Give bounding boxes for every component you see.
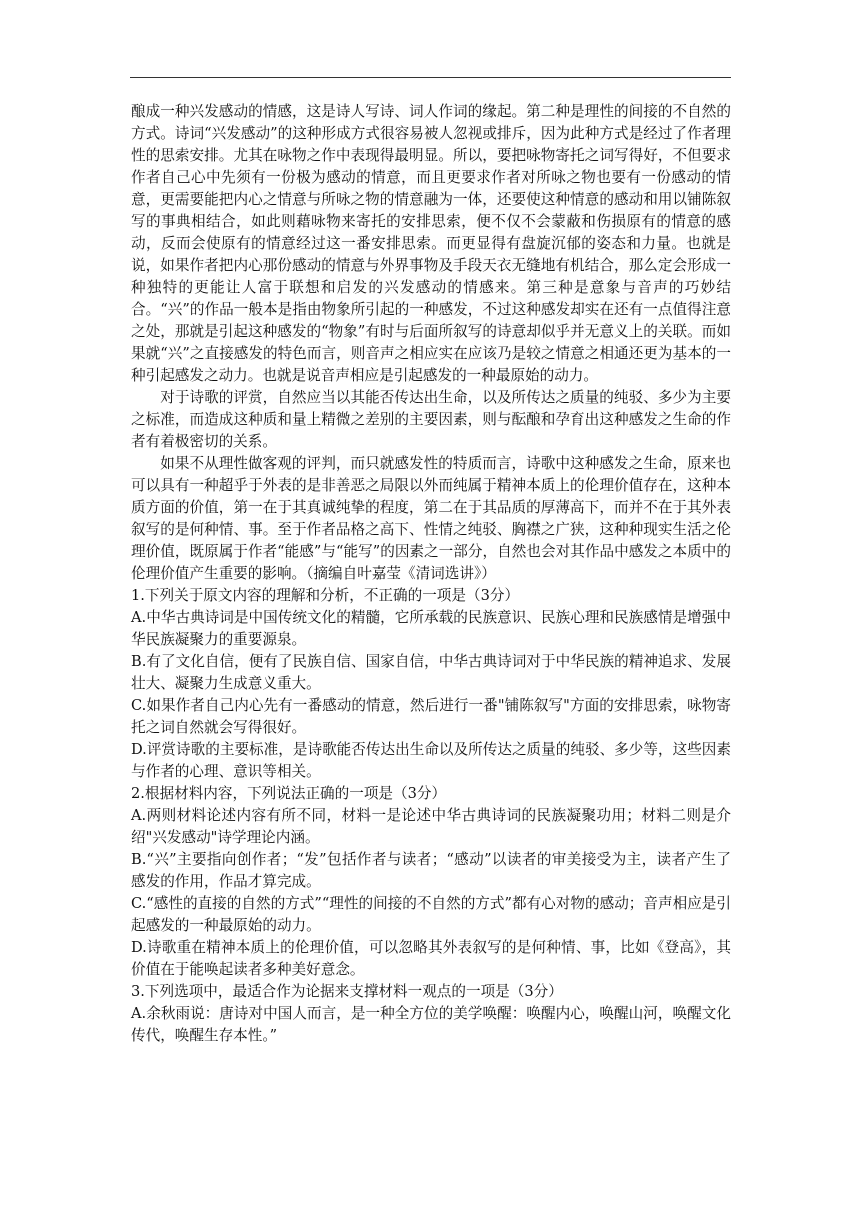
question-1-option-c: C.如果作者自己内心先有一番感动的情意，然后进行一番"铺陈叙写"方面的安排思索，咏物寄托之词自然就会写得很好。 [131,697,731,736]
question-1-option-a: A.中华古典诗词是中国传统文化的精髓，它所承载的民族意识、民族心理和民族感情是增强中华民族凝聚力的重要源泉。 [131,609,731,648]
question-1-stem: 1.下列关于原文内容的理解和分析，不正确的一项是（3分） [131,587,520,604]
header-rule [130,77,731,78]
question-2-option-c: C.“感性的直接的自然的方式”“理性的间接的不自然的方式”都有心对物的感动；音声相应是引起感发的一种最原始的动力。 [131,895,731,934]
question-3-option-a: A.余秋雨说：唐诗对中国人而言，是一种全方位的美学唤醒：唤醒内心，唤醒山河，唤醒文化传代，唤醒生存本性。” [131,1005,731,1044]
question-2-stem: 2.根据材料内容，下列说法正确的一项是（3分） [131,785,447,802]
question-2-option-d: D.诗歌重在精神本质上的伦理价值，可以忽略其外表叙写的是何种情、事，比如《登高》，其价值在于能唤起读者多种美好意念。 [131,939,731,978]
question-2-option-a: A.两则材料论述内容有所不同，材料一是论述中华古典诗词的民族凝聚功用；材料二则是介绍"兴发感动"诗学理论内涵。 [131,807,731,846]
question-3-stem: 3.下列选项中，最适合作为论据来支撑材料一观点的一项是（3分） [131,983,563,1000]
paragraph-1: 酿成一种兴发感动的情感，这是诗人写诗、词人作词的缘起。第二种是理性的间接的不自然的方式。诗词“兴发感动”的这种形成方式很容易被人忽视或排斥，因为此种方式是经过了作者理性的思索安排。尤其在咏物之作中表现得最明显。所以，要把咏物寄托之词写得好，不但要求作者自己心中先须有一份极为感动的情意，而且更要求作者对所咏之物也要有一份感动的情意，更需要能把内心之情意与所咏之物的情意融为一体，还要使这种情意的感动和用以铺陈叙写的事典相结合，如此则藉咏物来寄托的安排思索，便不仅不会蒙蔽和伤损原有的情意的感动，反而会使原有的情意经过这一番安排思索。而更显得有盘旋沉郁的姿态和力量。也就是说，如果作者把内心那份感动的情意与外界事物及手段天衣无缝地有机结合，那么定会形成一种独特的更能让人富于联想和启发的兴发感动的情感来。第三种是意象与音声的巧妙结合。“兴”的作品一般本是指由物象所引起的一种感发，不过这种感发却实在还有一点值得注意之处，那就是引起这种感发的“物象”有时与后面所叙写的诗意却似乎并无意义上的关联。而如果就“兴”之直接感发的特色而言，则音声之相应实在应该乃是较之情意之相通还更为基本的一种引起感发之动力。也就是说音声相应是引起感发的一种最原始的动力。 [131,103,731,384]
question-2-option-b: B.“兴”主要指向创作者；“发”包括作者与读者；“感动”以读者的审美接受为主，读者产生了感发的作用，作品才算完成。 [131,851,731,890]
question-1-option-d: D.评赏诗歌的主要标准，是诗歌能否传达出生命以及所传达之质量的纯驳、多少等，这些因素与作者的心理、意识等相关。 [131,741,731,780]
question-1-option-b: B.有了文化自信，便有了民族自信、国家自信，中华古典诗词对于中华民族的精神追求、发展壮大、凝聚力生成意义重大。 [131,653,731,692]
paragraph-2: 对于诗歌的评赏，自然应当以其能否传达出生命，以及所传达之质量的纯驳、多少为主要之标准，而造成这种质和量上精微之差别的主要因素，则与酝酿和孕育出这种感发之生命的作者有着极密切的关系。 [131,389,731,450]
paragraph-3: 如果不从理性做客观的评判，而只就感发性的特质而言，诗歌中这种感发之生命，原来也可以具有一种超乎于外表的是非善恶之局限以外而纯属于精神本质上的伦理价值存在，这种本质方面的价值，第一在于其真诚纯挚的程度，第二在于其品质的厚薄高下，而并不在于其外表叙写的是何种情、事。至于作者品格之高下、性情之纯驳、胸襟之广狭，这种种现实生活之伦理价值，既原属于作者“能感”与“能写”的因素之一部分，自然也会对其作品中感发之本质中的伦理价值产生重要的影响。（摘编自叶嘉莹《清词选讲》） [131,455,731,582]
document-body [131,101,731,1047]
